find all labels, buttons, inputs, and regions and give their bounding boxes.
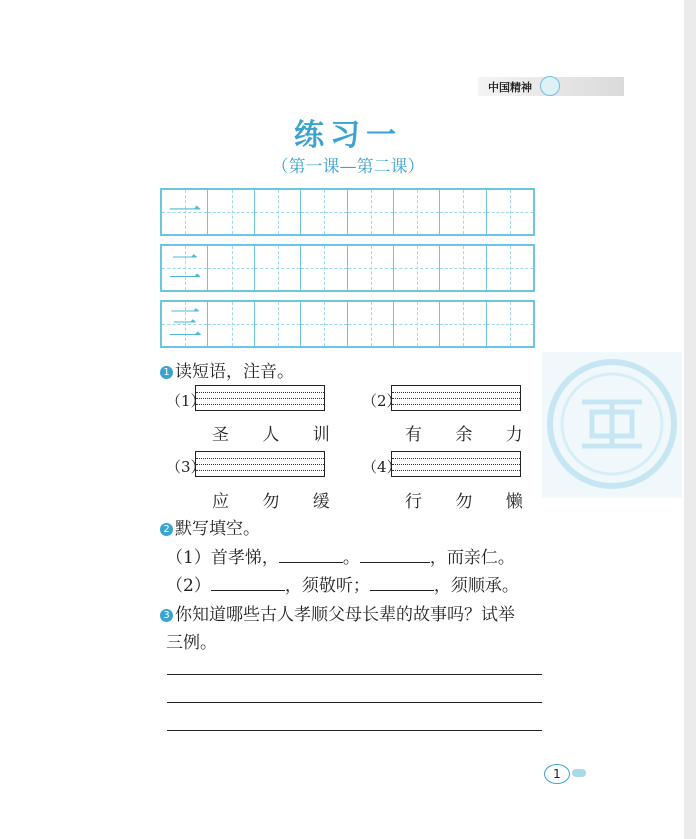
item-number: （1）	[166, 392, 206, 410]
grid-cell[interactable]	[301, 190, 347, 234]
writing-grid-2[interactable]	[160, 244, 535, 292]
question-number-badge: 3	[160, 609, 173, 622]
practice-char: 二	[168, 248, 202, 288]
pinyin-box[interactable]	[195, 385, 325, 411]
grid-cell[interactable]	[348, 246, 394, 290]
item-number: （3）	[166, 458, 206, 476]
decorative-seal	[542, 352, 682, 498]
grid-cell[interactable]	[348, 190, 394, 234]
phrase: 行 勿 懒	[405, 492, 537, 512]
question-prompt: 读短语，注音。	[175, 362, 294, 382]
grid-cell[interactable]	[487, 190, 533, 234]
grid-cell[interactable]	[301, 302, 347, 346]
text-segment: 。	[342, 548, 360, 568]
text-segment: （2）	[166, 576, 211, 596]
writing-grid-1[interactable]	[160, 188, 535, 236]
grid-cell[interactable]	[301, 246, 347, 290]
fill-blank[interactable]	[360, 548, 430, 563]
phrase: 圣 人 训	[212, 425, 344, 445]
phrase: 有 余 力	[405, 425, 537, 445]
grid-cell[interactable]	[348, 302, 394, 346]
fill-line-1	[166, 543, 515, 568]
question-number-badge: 2	[160, 523, 173, 536]
grid-cell[interactable]	[208, 246, 254, 290]
grid-cell[interactable]	[487, 302, 533, 346]
question-prompt: 你知道哪些古人孝顺父母长辈的故事吗？试举	[175, 605, 515, 625]
grid-cell[interactable]	[255, 190, 301, 234]
grid-cell[interactable]	[394, 246, 440, 290]
grid-cell[interactable]	[394, 190, 440, 234]
page-title: 练习一	[294, 118, 402, 153]
grid-cell[interactable]	[208, 190, 254, 234]
question-2	[160, 514, 260, 539]
text-segment: （1）首孝悌，	[166, 548, 279, 568]
page-subtitle: （第一课—第二课）	[271, 157, 425, 177]
pinyin-box[interactable]	[391, 451, 521, 477]
grid-cell[interactable]	[255, 302, 301, 346]
answer-line[interactable]	[167, 702, 542, 703]
answer-line[interactable]	[167, 674, 542, 675]
section-header	[478, 77, 624, 96]
question-3	[160, 600, 515, 625]
grid-cell[interactable]	[208, 302, 254, 346]
cloud-icon	[572, 769, 586, 777]
phrase: 应 勿 缓	[212, 492, 344, 512]
item-number: （4）	[362, 458, 402, 476]
text-segment: ，须敬听；	[284, 576, 370, 596]
answer-line[interactable]	[167, 730, 542, 731]
pinyin-box[interactable]	[391, 385, 521, 411]
grid-cell[interactable]	[440, 246, 486, 290]
practice-char: 一	[168, 192, 202, 232]
grid-cell[interactable]	[440, 190, 486, 234]
question-number-badge: 1	[160, 366, 173, 379]
fill-line-2	[166, 571, 519, 596]
horse-rider-icon	[540, 76, 560, 96]
fill-blank[interactable]	[211, 576, 285, 591]
question-1	[160, 357, 294, 382]
fill-blank[interactable]	[370, 576, 434, 591]
writing-grid-3[interactable]	[160, 300, 535, 348]
pinyin-box[interactable]	[195, 451, 325, 477]
question-3-cont: 三例。	[166, 633, 217, 653]
grid-cell[interactable]	[255, 246, 301, 290]
question-prompt: 默写填空。	[175, 519, 260, 539]
grid-cell[interactable]	[440, 302, 486, 346]
grid-cell[interactable]	[487, 246, 533, 290]
text-segment: ，而亲仁。	[429, 548, 515, 568]
page-number: 1	[544, 764, 570, 784]
fill-blank[interactable]	[279, 548, 343, 563]
grid-cell[interactable]	[394, 302, 440, 346]
item-number: （2）	[362, 392, 402, 410]
section-label: 中国精神	[488, 81, 532, 94]
text-segment: ，须顺承。	[433, 576, 519, 596]
practice-char: 三	[168, 304, 202, 344]
